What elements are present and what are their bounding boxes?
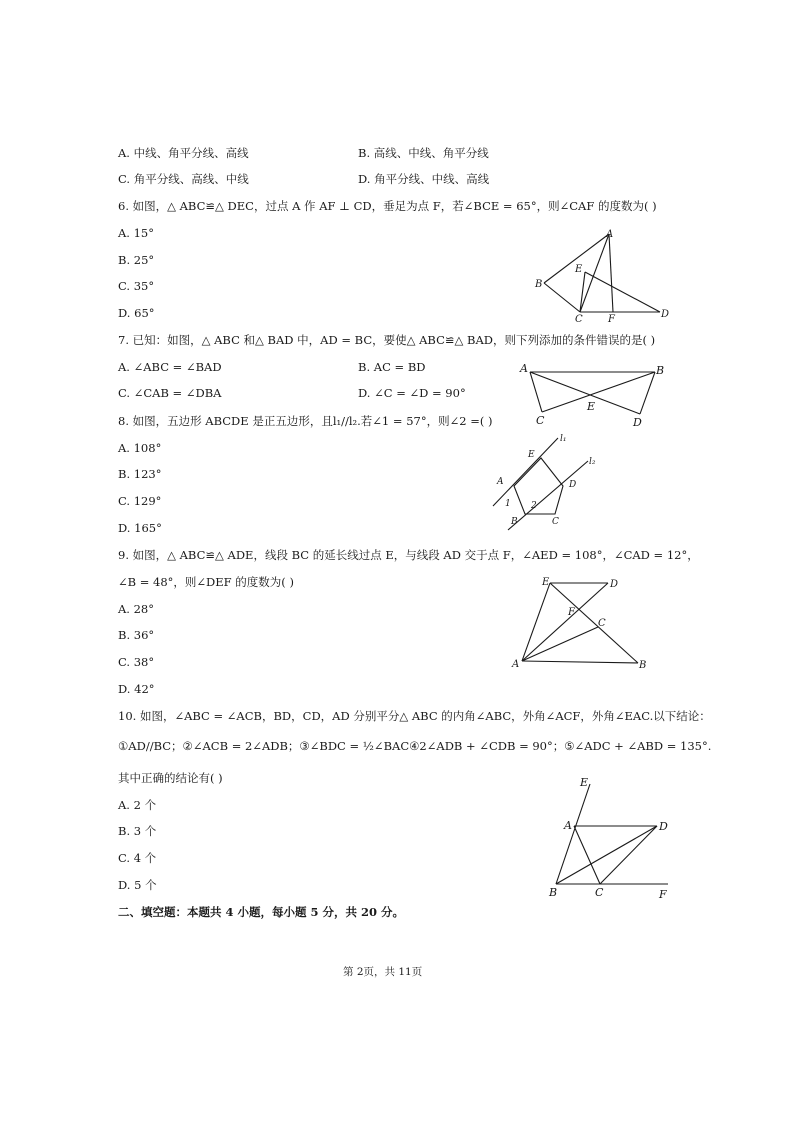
q6-label-d: D <box>661 309 670 320</box>
q10-label-a: A <box>564 819 572 832</box>
q5-option-c: C. 角平分线、高线、中线 <box>118 172 249 186</box>
q5-option-b: B. 高线、中线、角平分线 <box>358 146 489 160</box>
page-footer: 第 2页，共 11页 <box>343 966 423 978</box>
q9-label-b: B <box>639 660 647 671</box>
q7-label-e: E <box>587 400 596 413</box>
q8-label-e: E <box>528 450 535 460</box>
q8-label-c: C <box>552 517 559 527</box>
q7-option-a: A. ∠ABC = ∠BAD <box>118 360 222 374</box>
q8-label-2: 2 <box>531 501 537 511</box>
q8-stem: 8. 如图，五边形 ABCDE 是正五边形，且l₁//l₂.若∠1 = 57°，则∠2 =( ) <box>118 414 493 428</box>
q7-label-d: D <box>633 416 642 429</box>
q6-stem: 6. 如图，△ ABC≌△ DEC，过点 A 作 AF ⊥ CD，垂足为点 F，若∠BCE = 65°，则∠CAF 的度数为( ) <box>118 199 657 213</box>
q7-label-c: C <box>536 414 545 427</box>
q10-figure <box>540 772 680 902</box>
q7-option-b: B. AC = BD <box>358 360 426 374</box>
q9-stem-line1: 9. 如图，△ ABC≌△ ADE，线段 BC 的延长线过点 E，与线段 AD 交于点 F，∠AED = 108°，∠CAD = 12°， <box>118 548 699 562</box>
q9-figure <box>510 575 650 670</box>
q9-label-c: C <box>598 618 606 629</box>
q9-option-c: C. 38° <box>118 655 155 669</box>
q10-label-e: E <box>580 776 589 789</box>
q9-option-a: A. 28° <box>118 602 154 616</box>
q8-label-b: B <box>511 517 518 527</box>
q6-label-a: A <box>606 229 614 240</box>
q9-label-e: E <box>542 577 550 588</box>
section-heading-fill-in: 二、填空题：本题共 4 小题，每小题 5 分，共 20 分。 <box>118 905 405 919</box>
q6-option-a: A. 15° <box>118 226 154 240</box>
q8-label-a: A <box>497 477 504 487</box>
q10-option-b: B. 3 个 <box>118 824 157 838</box>
q6-label-f: F <box>608 314 615 325</box>
q5-option-a: A. 中线、角平分线、高线 <box>118 146 249 160</box>
q7-figure <box>515 360 675 430</box>
q6-option-b: B. 25° <box>118 253 155 267</box>
q5-option-d: D. 角平分线、中线、高线 <box>358 172 490 186</box>
q10-label-f: F <box>659 888 667 901</box>
q10-stem-line1: 10. 如图，∠ABC = ∠ACB，BD，CD，AD 分别平分△ ABC 的内角∠ABC，外角∠ACF，外角∠EAC.以下结论： <box>118 709 711 723</box>
q7-label-a: A <box>520 362 528 375</box>
q6-label-b: B <box>535 279 543 290</box>
q10-label-c: C <box>595 886 604 899</box>
q6-figure <box>530 225 680 325</box>
q8-label-l2: l₂ <box>589 457 596 467</box>
q10-option-c: C. 4 个 <box>118 851 157 865</box>
q8-label-d: D <box>569 480 577 490</box>
q9-stem-line2: ∠B = 48°，则∠DEF 的度数为( ) <box>118 575 294 589</box>
q9-label-f: F <box>568 607 575 618</box>
q7-label-b: B <box>656 364 665 377</box>
q10-label-b: B <box>549 886 558 899</box>
q8-label-1: 1 <box>505 499 511 509</box>
q8-figure <box>488 428 608 533</box>
q8-option-d: D. 165° <box>118 521 162 535</box>
q8-option-b: B. 123° <box>118 467 162 481</box>
q7-stem: 7. 已知：如图，△ ABC 和△ BAD 中，AD = BC，要使△ ABC≌△ BAD，则下列添加的条件错误的是( ) <box>118 333 656 347</box>
q10-stem-line2: ①AD//BC；②∠ACB = 2∠ADB；③∠BDC = ½∠BAC④2∠ADB + ∠CDB = 90°；⑤∠ADC + ∠ABD = 135°. <box>118 739 712 753</box>
q6-label-e: E <box>575 264 583 275</box>
q9-label-d: D <box>610 579 619 590</box>
q7-option-c: C. ∠CAB = ∠DBA <box>118 386 222 400</box>
q8-option-a: A. 108° <box>118 441 162 455</box>
q9-option-b: B. 36° <box>118 628 155 642</box>
q9-option-d: D. 42° <box>118 682 155 696</box>
q7-option-d: D. ∠C = ∠D = 90° <box>358 386 466 400</box>
q9-label-a: A <box>512 659 520 670</box>
q10-option-d: D. 5 个 <box>118 878 157 892</box>
q8-label-l1: l₁ <box>560 434 567 444</box>
q10-label-d: D <box>659 820 668 833</box>
q10-stem-line3: 其中正确的结论有( ) <box>118 771 223 785</box>
q6-label-c: C <box>575 314 583 325</box>
q6-option-d: D. 65° <box>118 306 155 320</box>
q6-option-c: C. 35° <box>118 279 155 293</box>
q8-option-c: C. 129° <box>118 494 162 508</box>
q10-option-a: A. 2 个 <box>118 798 157 812</box>
